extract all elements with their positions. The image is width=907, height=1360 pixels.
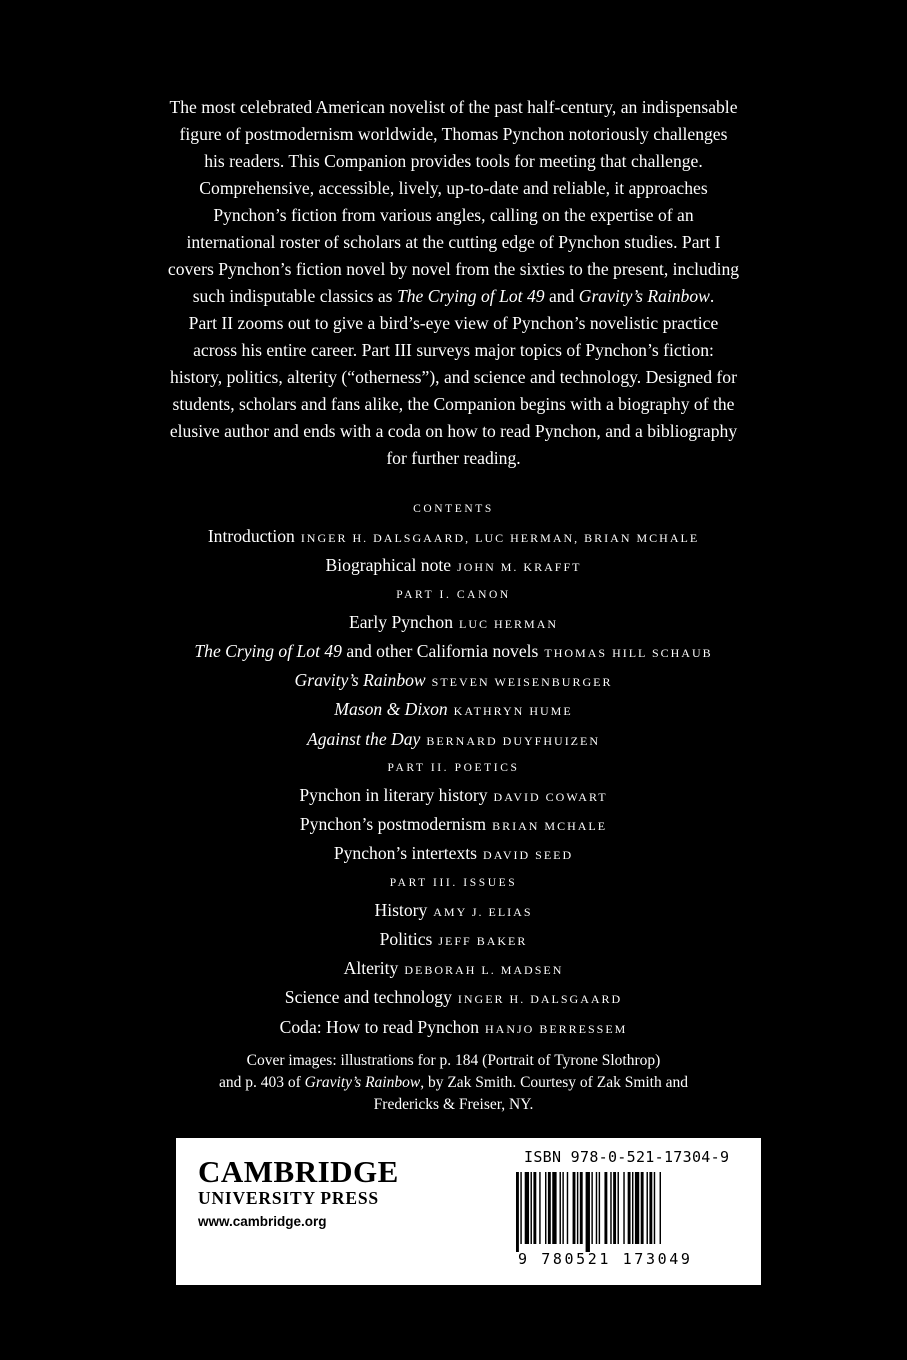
entry-author: HANJO BERRESSEM — [485, 1021, 628, 1036]
contents-heading: CONTENTS — [413, 503, 494, 515]
entry-author: DAVID SEED — [483, 848, 574, 863]
barcode-bar — [635, 1172, 639, 1244]
entry-title-rest: and other California novels — [341, 641, 539, 662]
contents-entry — [60, 726, 847, 755]
entry-title: Coda: How to read Pynchon — [279, 1016, 479, 1037]
barcode-bar — [577, 1172, 578, 1244]
contents-entry — [60, 955, 847, 984]
part-heading: PART III. ISSUES — [389, 876, 518, 889]
publisher-logo — [198, 1156, 448, 1233]
barcode-bar — [604, 1172, 607, 1244]
blurb-line: such indisputable classics as The Crying of Lot 49 and Gravity’s Rainbow. — [192, 286, 715, 306]
barcode-bar — [632, 1172, 633, 1244]
contents-entry — [60, 782, 847, 811]
entry-title: Politics — [379, 929, 433, 950]
barcode-bar — [613, 1172, 616, 1244]
entry-title: Biographical note — [325, 555, 452, 576]
blurb-line: his readers. This Companion provides tools for meeting that challenge. — [204, 151, 703, 171]
credits-book-title: Gravity’s Rainbow — [304, 1074, 421, 1091]
barcode-bar — [562, 1172, 563, 1244]
contents-entry — [60, 1014, 847, 1043]
barcode-bar — [567, 1172, 568, 1244]
entry-author: AMY J. ELIAS — [433, 904, 533, 919]
contents-entry — [60, 984, 847, 1013]
entry-author: THOMAS HILL SCHAUB — [544, 646, 713, 661]
entry-author: BERNARD DUYFHUIZEN — [426, 733, 601, 748]
entry-author: STEVEN WEISENBURGER — [431, 675, 613, 690]
blurb-line: elusive author and ends with a coda on how to read Pynchon, and a bibliography — [169, 421, 738, 441]
entry-author: BRIAN MCHALE — [492, 819, 608, 834]
contents-entry-introduction — [60, 523, 847, 552]
blurb-line: Comprehensive, accessible, lively, up-to-date and reliable, it approaches — [199, 178, 708, 198]
barcode-bar — [580, 1172, 583, 1244]
blurb-line: international roster of scholars at the cutting edge of Pynchon studies. Part I — [186, 232, 721, 252]
barcode-bar — [596, 1172, 597, 1244]
blurb-line: history, politics, alterity (“otherness”), and science and technology. Designed for — [170, 367, 737, 387]
entry-author: KATHRYN HUME — [453, 704, 573, 719]
barcode-bar — [520, 1172, 521, 1244]
isbn-digits: 9 780521 173049 — [518, 1250, 693, 1268]
barcode-bar — [548, 1172, 551, 1244]
entry-title: Pynchon in literary history — [299, 785, 488, 806]
publisher-barcode-panel — [176, 1138, 761, 1285]
blurb-line: covers Pynchon’s fiction novel by novel from the sixties to the present, including — [167, 259, 740, 279]
credits-line: Cover images: illustrations for p. 184 (Portrait of Tyrone Slothrop) — [246, 1052, 661, 1069]
contents-entry — [60, 811, 847, 840]
barcode-bar — [649, 1172, 652, 1244]
barcode-bar — [599, 1172, 600, 1244]
barcode-bar — [573, 1172, 576, 1244]
barcode-bar — [539, 1172, 540, 1244]
contents-entry — [60, 897, 847, 926]
contents-entry-biographical-note — [60, 552, 847, 581]
cover-credits — [180, 1050, 727, 1116]
barcode-bar — [525, 1172, 529, 1244]
publisher-name: CAMBRIDGE — [198, 1154, 399, 1189]
barcode-bar — [516, 1172, 519, 1252]
credits-text: and p. 403 of — [219, 1074, 305, 1091]
barcode-icon — [516, 1172, 716, 1252]
isbn-label: ISBN 978-0-521-17304-9 — [524, 1148, 730, 1166]
publisher-url: www.cambridge.org — [198, 1214, 327, 1229]
entry-title: History — [374, 899, 428, 920]
blurb-book-title: Gravity’s Rainbow — [578, 286, 710, 306]
barcode-bar — [552, 1172, 556, 1244]
entry-author: DAVID COWART — [493, 790, 608, 805]
isbn-block — [516, 1148, 736, 1268]
contents-entry — [60, 926, 847, 955]
entry-title: Early Pynchon — [348, 611, 454, 632]
entry-author: JOHN M. KRAFFT — [457, 560, 582, 575]
barcode-bar — [623, 1172, 624, 1244]
barcode-bar — [610, 1172, 611, 1244]
barcode-bar — [660, 1172, 661, 1244]
entry-title: Alterity — [343, 958, 399, 979]
entry-author: LUC HERMAN — [459, 616, 559, 631]
entry-title: Gravity’s Rainbow — [294, 670, 426, 691]
entry-title: Against the Day — [306, 728, 421, 749]
entry-title: Introduction — [207, 526, 295, 547]
credits-line: Fredericks & Freiser, NY. — [373, 1096, 534, 1113]
barcode-bar — [586, 1172, 590, 1252]
blurb-line: Part II zooms out to give a bird’s-eye view of Pynchon’s novelistic practice — [188, 313, 719, 333]
blurb-line: Pynchon’s fiction from various angles, calling on the expertise of an — [213, 205, 694, 225]
publisher-press: UNIVERSITY PRESS — [198, 1188, 379, 1208]
table-of-contents — [60, 496, 847, 1043]
blurb-line: across his entire career. Part III surveys major topics of Pynchon’s fiction: — [193, 340, 714, 360]
credits-text: , by Zak Smith. Courtesy of Zak Smith and — [420, 1074, 688, 1091]
entry-author: JEFF BAKER — [438, 934, 528, 949]
contents-entry — [60, 609, 847, 638]
part-heading: PART II. POETICS — [387, 761, 520, 774]
blurb-book-title: The Crying of Lot 49 — [396, 286, 545, 306]
entry-title-italic: The Crying of Lot 49 — [194, 641, 342, 662]
contents-entry — [60, 840, 847, 869]
blurb-line: The most celebrated American novelist of the past half-century, an indispensable — [169, 97, 738, 117]
entry-title: Pynchon’s intertexts — [333, 843, 478, 864]
barcode-bar — [531, 1172, 532, 1244]
contents-entry — [60, 696, 847, 725]
barcode-bar — [560, 1172, 561, 1244]
entry-title: Pynchon’s postmodernism — [299, 814, 487, 835]
blurb-line: students, scholars and fans alike, the Companion begins with a biography of the — [172, 394, 735, 414]
barcode-bar — [641, 1172, 644, 1244]
part-heading: PART I. CANON — [396, 588, 511, 601]
credits-line — [180, 1072, 727, 1094]
barcode-bar — [533, 1172, 536, 1244]
barcode-bar — [654, 1172, 655, 1244]
barcode-bar — [647, 1172, 648, 1244]
blurb-line: for further reading. — [386, 448, 521, 468]
barcode-bar — [591, 1172, 592, 1244]
entry-title: Mason & Dixon — [334, 699, 448, 720]
contents-entry — [60, 638, 847, 667]
blurb-line: figure of postmodernism worldwide, Thomas Pynchon notoriously challenges — [179, 124, 728, 144]
entry-title: Science and technology — [284, 987, 452, 1008]
barcode-bar — [545, 1172, 546, 1244]
entry-author: INGER H. DALSGAARD, LUC HERMAN, BRIAN MCHALE — [300, 531, 700, 546]
contents-entry — [60, 667, 847, 696]
description-blurb — [120, 94, 787, 472]
entry-author: DEBORAH L. MADSEN — [404, 963, 564, 978]
barcode-bar — [628, 1172, 631, 1244]
entry-author: INGER H. DALSGAARD — [457, 992, 623, 1007]
barcode-bar — [618, 1172, 619, 1244]
